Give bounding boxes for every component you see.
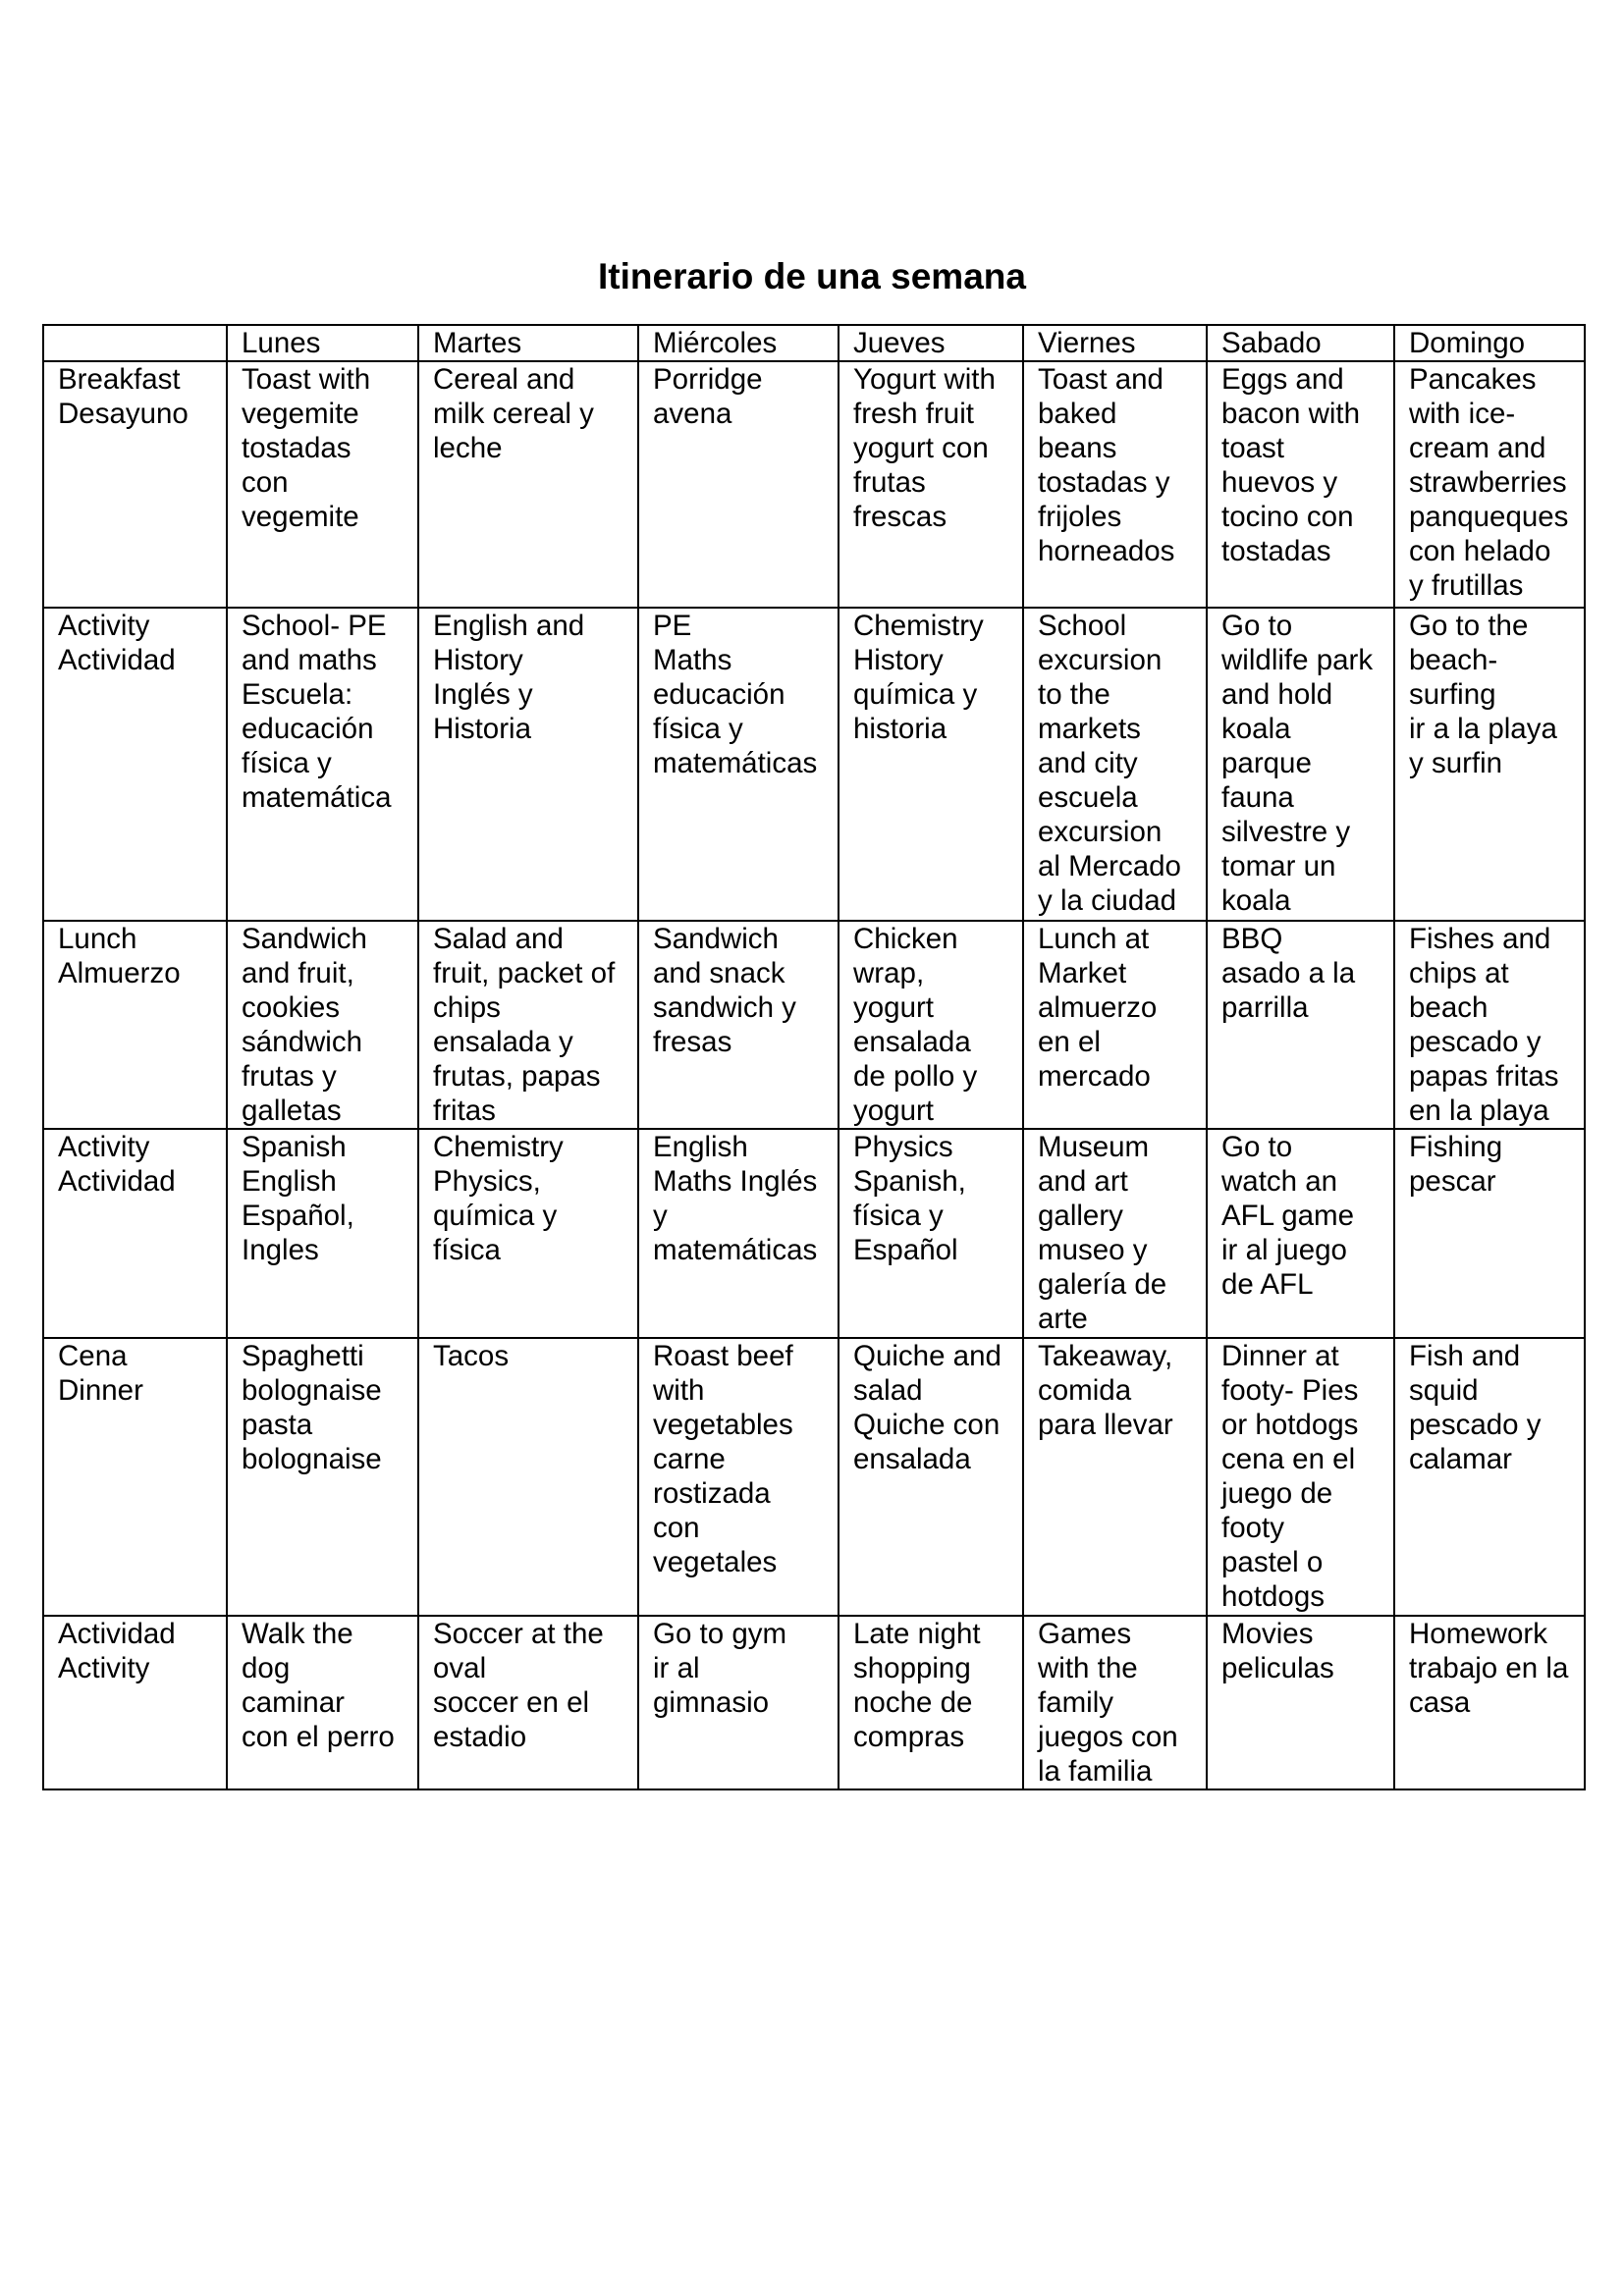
cell-line: Dinner at	[1221, 1340, 1339, 1372]
cell-line: History	[433, 644, 523, 676]
cell-line: koala	[1221, 884, 1291, 917]
cell-line: excursion	[1038, 644, 1163, 676]
cell-line: leche	[433, 432, 503, 464]
cell-martes	[418, 1338, 638, 1616]
cell-line: pescado y	[1409, 1026, 1542, 1058]
cell-line: de pollo y	[853, 1060, 978, 1093]
cell-line: Physics	[853, 1131, 953, 1163]
cell-line: Go to the	[1409, 610, 1529, 642]
cell-line: sándwich	[242, 1026, 362, 1058]
cell-line: Escuela:	[242, 678, 353, 711]
cell-viernes	[1023, 1338, 1207, 1616]
cell-line: dog	[242, 1652, 291, 1684]
page-title: Itinerario de una semana	[598, 256, 1026, 296]
cell-line: ensalada	[853, 1443, 971, 1475]
cell-line: Salad and	[433, 923, 564, 955]
cell-line: chips at	[1409, 957, 1509, 989]
cell-line: PE	[653, 610, 692, 642]
cell-line: to the	[1038, 678, 1110, 711]
cell-line: parque	[1221, 747, 1312, 779]
table-row	[43, 1616, 1585, 1789]
cell-line: Spanish	[242, 1131, 347, 1163]
cell-martes	[418, 1129, 638, 1338]
cell-line: ir a la playa	[1409, 713, 1557, 745]
cell-sabado	[1207, 361, 1394, 608]
cell-line: galletas	[242, 1095, 342, 1127]
cell-line: compras	[853, 1721, 965, 1753]
cell-line: Español,	[242, 1200, 354, 1232]
cell-line: pastel o	[1221, 1546, 1324, 1578]
row-label-cell	[43, 608, 227, 921]
cell-miercoles	[638, 361, 839, 608]
header-martes: Martes	[418, 325, 638, 361]
cell-line: y surfin	[1409, 747, 1503, 779]
cell-line: Walk the	[242, 1618, 353, 1650]
cell-line: cream and	[1409, 432, 1546, 464]
cell-line: Chemistry	[853, 610, 984, 642]
cell-line: física y	[242, 747, 332, 779]
cell-line: Dinner	[58, 1374, 143, 1407]
cell-miercoles	[638, 1129, 839, 1338]
cell-line: matemáticas	[653, 747, 818, 779]
cell-line: Spaghetti	[242, 1340, 364, 1372]
cell-lunes	[227, 921, 418, 1129]
cell-line: Spanish,	[853, 1165, 966, 1198]
cell-line: Activity	[58, 1131, 150, 1163]
cell-line: en el	[1038, 1026, 1101, 1058]
cell-sabado	[1207, 1616, 1394, 1789]
cell-line: pescado y	[1409, 1409, 1542, 1441]
cell-line: cookies	[242, 991, 341, 1024]
cell-line: bacon with	[1221, 398, 1361, 430]
cell-line: Go to	[1221, 1131, 1293, 1163]
cell-line: matemática	[242, 781, 392, 814]
header-jueves: Jueves	[839, 325, 1023, 361]
cell-line: vegetables	[653, 1409, 793, 1441]
header-viernes: Viernes	[1023, 325, 1207, 361]
cell-line: soccer en el	[433, 1686, 590, 1719]
cell-line: fresas	[653, 1026, 732, 1058]
cell-line: School- PE	[242, 610, 387, 642]
cell-lunes	[227, 1129, 418, 1338]
cell-martes	[418, 608, 638, 921]
cell-line: chips	[433, 991, 501, 1024]
cell-line: casa	[1409, 1686, 1471, 1719]
cell-line: frutas	[853, 466, 926, 499]
cell-viernes	[1023, 361, 1207, 608]
cell-lunes	[227, 1616, 418, 1789]
table-row	[43, 1338, 1585, 1616]
cell-line: escuela	[1038, 781, 1138, 814]
cell-line: Quiche con	[853, 1409, 1001, 1441]
cell-sabado	[1207, 608, 1394, 921]
cell-line: Fishes and	[1409, 923, 1551, 955]
cell-line: English	[653, 1131, 748, 1163]
cell-viernes	[1023, 921, 1207, 1129]
cell-line: footy- Pies	[1221, 1374, 1359, 1407]
cell-line: avena	[653, 398, 732, 430]
cell-line: BBQ	[1221, 923, 1283, 955]
cell-line: milk cereal y	[433, 398, 594, 430]
cell-domingo	[1394, 1616, 1585, 1789]
cell-line: English and	[433, 610, 585, 642]
cell-line: noche de	[853, 1686, 973, 1719]
cell-domingo	[1394, 361, 1585, 608]
cell-line: silvestre y	[1221, 816, 1351, 848]
cell-line: squid	[1409, 1374, 1479, 1407]
cell-line: markets	[1038, 713, 1141, 745]
cell-line: galería de	[1038, 1268, 1167, 1301]
cell-line: strawberries	[1409, 466, 1567, 499]
cell-line: Actividad	[58, 1165, 176, 1198]
cell-line: beach-	[1409, 644, 1498, 676]
cell-line: Almuerzo	[58, 957, 181, 989]
cell-line: Lunch at	[1038, 923, 1150, 955]
cell-line: asado a la	[1221, 957, 1356, 989]
cell-line: cena en el	[1221, 1443, 1356, 1475]
cell-line: surfing	[1409, 678, 1496, 711]
cell-line: física y	[653, 713, 743, 745]
header-domingo: Domingo	[1394, 325, 1585, 361]
cell-line: panqueques	[1409, 501, 1569, 533]
cell-line: ensalada y	[433, 1026, 573, 1058]
cell-line: vegetales	[653, 1546, 778, 1578]
cell-line: al Mercado	[1038, 850, 1181, 882]
cell-line: Actividad	[58, 1618, 176, 1650]
cell-line: fresh fruit	[853, 398, 974, 430]
cell-line: con helado	[1409, 535, 1551, 567]
cell-line: baked	[1038, 398, 1117, 430]
cell-martes	[418, 361, 638, 608]
cell-line: oval	[433, 1652, 487, 1684]
cell-line: Quiche and	[853, 1340, 1001, 1372]
cell-line: watch an	[1221, 1165, 1338, 1198]
cell-lunes	[227, 608, 418, 921]
cell-line: química y	[433, 1200, 558, 1232]
cell-line: de AFL	[1221, 1268, 1314, 1301]
cell-line: con el perro	[242, 1721, 395, 1753]
cell-line: and art	[1038, 1165, 1128, 1198]
cell-line: la familia	[1038, 1755, 1153, 1788]
cell-line: historia	[853, 713, 947, 745]
cell-line: tostadas	[1221, 535, 1331, 567]
cell-jueves	[839, 608, 1023, 921]
cell-line: almuerzo	[1038, 991, 1158, 1024]
table-row	[43, 361, 1585, 608]
cell-line: horneados	[1038, 535, 1175, 567]
cell-line: Movies	[1221, 1618, 1314, 1650]
cell-line: bolognaise	[242, 1374, 382, 1407]
cell-line: comida	[1038, 1374, 1132, 1407]
cell-jueves	[839, 1129, 1023, 1338]
cell-line: Market	[1038, 957, 1127, 989]
cell-line: and fruit,	[242, 957, 354, 989]
cell-line: arte	[1038, 1303, 1088, 1335]
cell-line: Roast beef	[653, 1340, 793, 1372]
cell-domingo	[1394, 921, 1585, 1129]
cell-line: Sandwich	[653, 923, 779, 955]
cell-line: Actividad	[58, 644, 176, 676]
cell-line: koala	[1221, 713, 1291, 745]
cell-line: vegemite	[242, 501, 359, 533]
cell-line: or hotdogs	[1221, 1409, 1359, 1441]
cell-line: física	[433, 1234, 501, 1266]
cell-line: Late night	[853, 1618, 981, 1650]
cell-lunes	[227, 361, 418, 608]
cell-line: Go to	[1221, 610, 1293, 642]
cell-line: y la ciudad	[1038, 884, 1177, 917]
cell-sabado	[1207, 1129, 1394, 1338]
cell-line: Tacos	[433, 1340, 510, 1372]
cell-miercoles	[638, 921, 839, 1129]
cell-line: Fishing	[1409, 1131, 1503, 1163]
cell-lunes	[227, 1338, 418, 1616]
cell-line: y frutillas	[1409, 569, 1524, 602]
cell-line: English	[242, 1165, 337, 1198]
cell-line: papas fritas	[1409, 1060, 1559, 1093]
cell-line: carne	[653, 1443, 726, 1475]
cell-line: tostadas y	[1038, 466, 1170, 499]
header-sabado: Sabado	[1207, 325, 1394, 361]
row-label-cell	[43, 1129, 227, 1338]
cell-jueves	[839, 1616, 1023, 1789]
cell-line: beach	[1409, 991, 1489, 1024]
cell-line: educación	[653, 678, 785, 711]
cell-line: huevos y	[1221, 466, 1338, 499]
cell-line: rostizada	[653, 1477, 771, 1510]
cell-line: Español	[853, 1234, 958, 1266]
cell-line: toast	[1221, 432, 1284, 464]
table-row	[43, 1129, 1585, 1338]
cell-line: Chemistry	[433, 1131, 564, 1163]
cell-line: ir al juego	[1221, 1234, 1347, 1266]
cell-line: Maths	[653, 644, 732, 676]
cell-line: matemáticas	[653, 1234, 818, 1266]
cell-viernes	[1023, 1616, 1207, 1789]
cell-line: juegos con	[1038, 1721, 1178, 1753]
cell-line: frutas y	[242, 1060, 337, 1093]
cell-line: pasta	[242, 1409, 313, 1441]
cell-line: Ingles	[242, 1234, 319, 1266]
cell-line: Pancakes	[1409, 363, 1537, 396]
cell-jueves	[839, 921, 1023, 1129]
cell-line: fruit, packet of	[433, 957, 616, 989]
row-label-cell	[43, 1616, 227, 1789]
cell-line: wildlife park	[1221, 644, 1374, 676]
cell-line: Fish and	[1409, 1340, 1521, 1372]
cell-line: tocino con	[1221, 501, 1354, 533]
cell-line: Desayuno	[58, 398, 189, 430]
cell-line: en la playa	[1409, 1095, 1549, 1127]
cell-jueves	[839, 361, 1023, 608]
cell-line: excursion	[1038, 816, 1163, 848]
cell-domingo	[1394, 608, 1585, 921]
cell-line: peliculas	[1221, 1652, 1334, 1684]
cell-line: Toast and	[1038, 363, 1164, 396]
cell-line: Toast with	[242, 363, 371, 396]
header-corner-cell	[43, 325, 227, 361]
cell-line: and maths	[242, 644, 377, 676]
cell-domingo	[1394, 1129, 1585, 1338]
cell-line: Historia	[433, 713, 531, 745]
cell-miercoles	[638, 1338, 839, 1616]
header-lunes: Lunes	[227, 325, 418, 361]
cell-line: y	[653, 1200, 668, 1232]
cell-line: tomar un	[1221, 850, 1336, 882]
cell-line: gallery	[1038, 1200, 1123, 1232]
cell-line: Breakfast	[58, 363, 181, 396]
cell-line: sandwich y	[653, 991, 796, 1024]
cell-miercoles	[638, 1616, 839, 1789]
cell-line: Cena	[58, 1340, 128, 1372]
cell-line: beans	[1038, 432, 1117, 464]
cell-line: Inglés y	[433, 678, 533, 711]
table-row	[43, 921, 1585, 1129]
cell-line: Lunch	[58, 923, 137, 955]
cell-line: vegemite	[242, 398, 359, 430]
cell-line: yogurt	[853, 1095, 934, 1127]
cell-line: física y	[853, 1200, 944, 1232]
cell-line: educación	[242, 713, 374, 745]
cell-line: fritas	[433, 1095, 496, 1127]
cell-line: juego de	[1221, 1477, 1333, 1510]
cell-line: History	[853, 644, 944, 676]
cell-line: and hold	[1221, 678, 1333, 711]
cell-line: museo y	[1038, 1234, 1148, 1266]
cell-line: Maths Inglés	[653, 1165, 818, 1198]
cell-line: ensalada	[853, 1026, 971, 1058]
cell-line: School	[1038, 610, 1127, 642]
cell-line: parrilla	[1221, 991, 1309, 1024]
cell-line: mercado	[1038, 1060, 1151, 1093]
cell-jueves	[839, 1338, 1023, 1616]
row-label-cell	[43, 1338, 227, 1616]
cell-miercoles	[638, 608, 839, 921]
cell-line: wrap,	[853, 957, 925, 989]
cell-line: Activity	[58, 1652, 150, 1684]
cell-line: calamar	[1409, 1443, 1512, 1475]
cell-line: Soccer at the	[433, 1618, 604, 1650]
cell-line: trabajo en la	[1409, 1652, 1569, 1684]
cell-line: Museum	[1038, 1131, 1150, 1163]
cell-line: and city	[1038, 747, 1138, 779]
cell-line: Yogurt with	[853, 363, 996, 396]
cell-line: fauna	[1221, 781, 1294, 814]
cell-line: Activity	[58, 610, 150, 642]
cell-sabado	[1207, 1338, 1394, 1616]
header-miercoles: Miércoles	[638, 325, 839, 361]
table-row	[43, 608, 1585, 921]
cell-line: family	[1038, 1686, 1114, 1719]
cell-domingo	[1394, 1338, 1585, 1616]
row-label-cell	[43, 921, 227, 1129]
cell-line: with	[653, 1374, 705, 1407]
cell-line: Porridge	[653, 363, 763, 396]
row-label-cell	[43, 361, 227, 608]
cell-line: estadio	[433, 1721, 527, 1753]
cell-martes	[418, 921, 638, 1129]
cell-line: frescas	[853, 501, 947, 533]
cell-line: frutas, papas	[433, 1060, 601, 1093]
cell-line: química y	[853, 678, 978, 711]
cell-line: frijoles	[1038, 501, 1122, 533]
cell-line: yogurt con	[853, 432, 989, 464]
cell-line: Games	[1038, 1618, 1132, 1650]
cell-line: with ice-	[1409, 398, 1516, 430]
cell-line: Takeaway,	[1038, 1340, 1173, 1372]
cell-line: Physics,	[433, 1165, 541, 1198]
cell-line: AFL game	[1221, 1200, 1354, 1232]
cell-line: con	[242, 466, 289, 499]
cell-line: caminar	[242, 1686, 345, 1719]
cell-line: Cereal and	[433, 363, 575, 396]
cell-line: shopping	[853, 1652, 971, 1684]
cell-martes	[418, 1616, 638, 1789]
cell-line: hotdogs	[1221, 1580, 1325, 1613]
cell-line: and snack	[653, 957, 785, 989]
cell-line: with the	[1038, 1652, 1138, 1684]
cell-viernes	[1023, 608, 1207, 921]
cell-line: footy	[1221, 1512, 1284, 1544]
cell-line: yogurt	[853, 991, 934, 1024]
header-row	[43, 325, 1585, 361]
cell-viernes	[1023, 1129, 1207, 1338]
cell-line: ir al	[653, 1652, 700, 1684]
cell-line: Eggs and	[1221, 363, 1344, 396]
cell-line: con	[653, 1512, 700, 1544]
cell-line: salad	[853, 1374, 923, 1407]
cell-sabado	[1207, 921, 1394, 1129]
cell-line: bolognaise	[242, 1443, 382, 1475]
cell-line: Homework	[1409, 1618, 1547, 1650]
cell-line: gimnasio	[653, 1686, 770, 1719]
itinerary-table	[42, 324, 1586, 1790]
cell-line: Sandwich	[242, 923, 367, 955]
cell-line: tostadas	[242, 432, 352, 464]
cell-line: para llevar	[1038, 1409, 1173, 1441]
cell-line: Chicken	[853, 923, 958, 955]
cell-line: Go to gym	[653, 1618, 787, 1650]
cell-line: pescar	[1409, 1165, 1496, 1198]
